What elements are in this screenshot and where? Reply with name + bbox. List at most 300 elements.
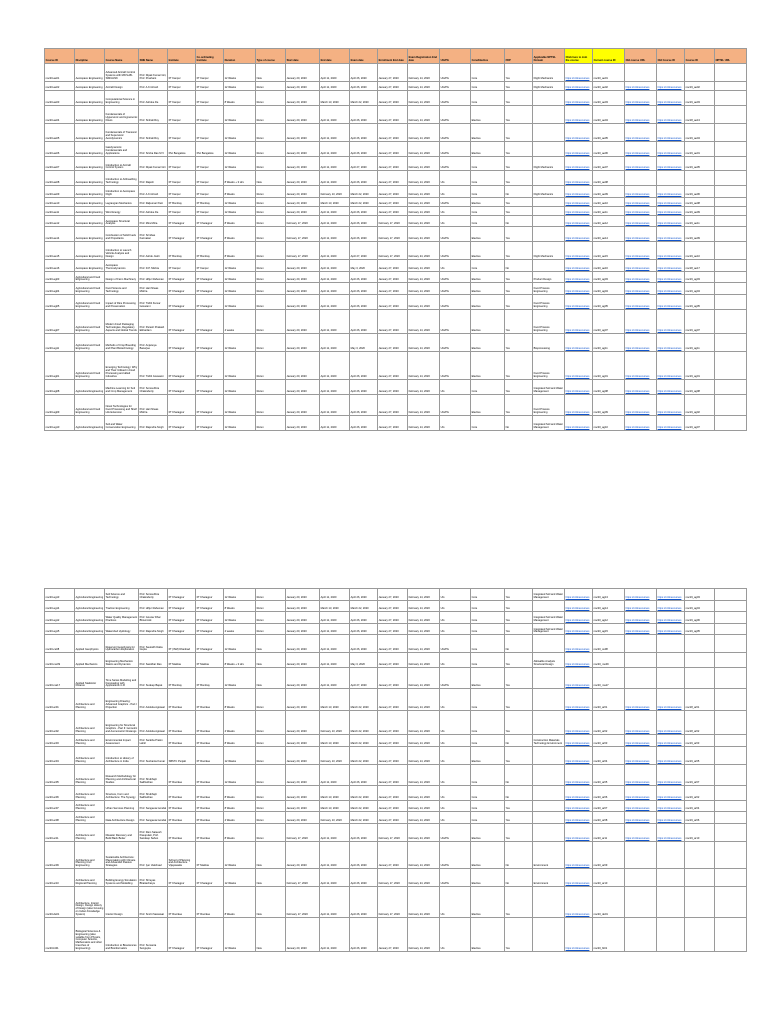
table-cell: Research Methodology for Planning and Architectural Studies xyxy=(105,764,139,785)
table-cell: Core xyxy=(471,260,505,272)
column-header[interactable]: Exam Registration End date xyxy=(408,49,440,64)
course-link[interactable]: https://onlinecourses xyxy=(565,105,593,123)
table-cell: Yes xyxy=(505,156,533,171)
table-cell: Traction Engineering xyxy=(105,600,139,612)
course-link[interactable]: https://onlinecourses xyxy=(657,186,685,198)
table-cell: February 14, 2020 xyxy=(408,156,440,171)
table-cell: IIT Kharagpur xyxy=(196,271,224,283)
course-link[interactable]: https://onlinecourses xyxy=(565,156,593,171)
table-cell xyxy=(685,887,715,918)
course-link[interactable]: https://onlinecourses xyxy=(565,141,593,156)
table-cell: noc19_ag03 xyxy=(685,271,715,283)
table-cell: February 14, 2020 xyxy=(408,812,440,824)
course-link[interactable]: https://onlinecourses xyxy=(625,91,657,106)
column-header[interactable]: Enrollment End date xyxy=(378,49,408,64)
course-link[interactable]: https://onlinecourses xyxy=(625,352,657,380)
table-cell: IIT Kharagpur xyxy=(168,379,196,394)
table-cell: Rerun xyxy=(256,186,286,198)
table-cell: 12 Weeks xyxy=(224,197,256,206)
course-link[interactable]: https://onlinecourses xyxy=(625,689,657,710)
table-cell: Introduction to History of Architecture in India xyxy=(105,746,139,764)
table-cell: UG/PG xyxy=(440,141,471,156)
course-link[interactable]: https://onlinecourses xyxy=(657,623,685,635)
table-cell: UG/PG xyxy=(440,271,471,283)
table-cell: April 11, 2020 xyxy=(320,415,350,430)
table-cell: noc20_ag08 xyxy=(593,379,625,394)
course-link[interactable]: https://onlinecourses xyxy=(625,215,657,227)
table-cell: February 17, 2020 xyxy=(378,887,408,918)
table-cell: IIT (ISM) Dhanbad xyxy=(168,635,196,653)
table-cell: February 24, 2020 xyxy=(408,869,440,887)
table-cell: Water Quality Management Practices xyxy=(105,612,139,624)
course-link[interactable]: https://onlinecourses xyxy=(625,242,657,260)
course-link[interactable]: https://onlinecourses xyxy=(625,612,657,624)
course-link[interactable]: https://onlinecourses xyxy=(657,764,685,785)
table-cell: Prof. Tridib Kumar Goswami xyxy=(139,294,168,309)
table-cell: SBSTC Punjab xyxy=(168,746,196,764)
course-link[interactable]: https://onlinecourses xyxy=(657,379,685,394)
course-link[interactable]: https://onlinecourses xyxy=(657,123,685,141)
course-link[interactable]: https://onlinecourses xyxy=(657,600,685,612)
course-link[interactable]: https://onlinecourses xyxy=(625,82,657,91)
table-row xyxy=(45,105,747,123)
table-cell: IIT Madras xyxy=(196,653,224,668)
table-cell: IIT Kharagpur xyxy=(168,623,196,635)
table-cell xyxy=(685,635,715,653)
course-link[interactable]: https://onlinecourses xyxy=(657,141,685,156)
table-cell: Core xyxy=(471,689,505,710)
table-cell: Product Design xyxy=(533,271,565,283)
table-cell: noc20_ag13 xyxy=(593,589,625,601)
course-link[interactable]: https://onlinecourses xyxy=(625,394,657,415)
table-cell: 12 Weeks xyxy=(224,123,256,141)
course-link[interactable]: https://onlinecourses xyxy=(565,635,593,653)
course-link[interactable]: https://onlinecourses xyxy=(565,379,593,394)
table-cell: April 27, 2020 xyxy=(350,668,378,689)
table-cell: 8 Weeks + 3 Hrs xyxy=(224,653,256,668)
table-cell xyxy=(657,887,685,918)
table-cell xyxy=(715,215,747,227)
table-cell: UG/PG xyxy=(440,394,471,415)
table-cell: IIT Kharagpur xyxy=(196,394,224,415)
table-cell: noc20-ag01 xyxy=(45,352,75,380)
table-cell: February 14, 2020 xyxy=(408,623,440,635)
course-link[interactable]: https://onlinecourses xyxy=(565,689,593,710)
table-cell: Agricultural Engineering xyxy=(75,379,105,394)
table-cell: noc20-ae03 xyxy=(45,91,75,106)
table-cell: Yes xyxy=(505,612,533,624)
course-link[interactable]: https://onlinecourses xyxy=(565,812,593,824)
course-link[interactable]: https://onlinecourses xyxy=(565,823,593,841)
table-cell: IIT Bombay xyxy=(196,242,224,260)
table-cell: 12 Weeks xyxy=(224,379,256,394)
table-cell: Elective xyxy=(471,123,505,141)
table-cell: IIT Kharagpur xyxy=(168,352,196,380)
course-link[interactable]: https://onlinecourses xyxy=(565,294,593,309)
table-cell: IIT Kharagpur xyxy=(196,352,224,380)
course-link[interactable]: https://onlinecourses xyxy=(565,394,593,415)
table-cell: Impact of Rice Processing and Preservation xyxy=(105,294,139,309)
course-link[interactable]: https://onlinecourses xyxy=(565,612,593,624)
table-cell: IIT Kanpur xyxy=(168,82,196,91)
table-cell: noc20_ae15 xyxy=(593,242,625,260)
table-cell: noc19_ae09 xyxy=(685,206,715,215)
course-link[interactable]: https://onlinecourses xyxy=(565,123,593,141)
table-cell: IIT Kharagpur xyxy=(196,309,224,333)
course-link[interactable]: https://onlinecourses xyxy=(625,197,657,206)
course-link[interactable]: https://onlinecourses xyxy=(657,352,685,380)
course-link[interactable]: https://onlinecourses xyxy=(625,260,657,272)
table-cell: January 20, 2020 xyxy=(286,206,320,215)
course-link[interactable]: https://onlinecourses xyxy=(657,334,685,352)
table-cell: January 20, 2020 xyxy=(286,710,320,734)
column-header[interactable]: Old Course ID xyxy=(657,49,685,64)
course-link[interactable]: https://onlinecourses xyxy=(657,734,685,746)
table-cell: February 14, 2020 xyxy=(408,841,440,869)
column-header[interactable]: Applicable NPTEL Domain xyxy=(533,49,565,64)
table-cell: 8 Weeks xyxy=(224,91,256,106)
table-cell: Rerun xyxy=(256,271,286,283)
table-cell: April 11, 2020 xyxy=(320,352,350,380)
course-link[interactable]: https://onlinecourses xyxy=(565,283,593,295)
table-cell: IIT Bombay xyxy=(196,668,224,689)
column-header[interactable]: Course ID xyxy=(685,49,715,64)
table-cell: April 26, 2020 xyxy=(350,123,378,141)
course-link[interactable]: https://onlinecourses xyxy=(565,309,593,333)
table-cell: School of Planning and Architecture Vijayawada xyxy=(168,841,196,869)
column-header[interactable]: Exam date xyxy=(350,49,378,64)
column-header[interactable]: End date xyxy=(320,49,350,64)
table-cell: Aircraft Design xyxy=(105,82,139,91)
course-link[interactable]: https://onlinecourses xyxy=(565,887,593,918)
column-header[interactable]: Course ID xyxy=(45,49,75,64)
course-link[interactable]: https://onlinecourses xyxy=(565,197,593,206)
course-link[interactable]: https://onlinecourses xyxy=(657,785,685,800)
course-link[interactable]: https://onlinecourses xyxy=(657,156,685,171)
table-cell: noc19_ag01 xyxy=(685,352,715,380)
table-cell: 12 Weeks xyxy=(224,841,256,869)
table-cell: noc20_ae07 xyxy=(593,156,625,171)
table-cell: IIT Bombay xyxy=(196,197,224,206)
table-cell xyxy=(657,918,685,952)
table-cell: noc19_ae04 xyxy=(685,123,715,141)
course-link[interactable]: https://onlinecourses xyxy=(657,309,685,333)
course-link[interactable]: https://onlinecourses xyxy=(625,309,657,333)
course-link[interactable]: https://onlinecourses xyxy=(657,415,685,430)
column-header[interactable]: Core/Elective xyxy=(471,49,505,64)
course-link[interactable]: https://onlinecourses xyxy=(657,215,685,227)
table-cell: February 17, 2020 xyxy=(378,823,408,841)
table-cell: noc20-ag08 xyxy=(45,379,75,394)
table-cell: April 11, 2020 xyxy=(320,123,350,141)
course-link[interactable]: https://onlinecourses xyxy=(565,91,593,106)
course-link[interactable]: https://onlinecourses xyxy=(565,334,593,352)
course-link[interactable]: https://onlinecourses xyxy=(625,746,657,764)
table-cell: noc20_ar08 xyxy=(593,812,625,824)
course-link[interactable]: https://onlinecourses xyxy=(657,283,685,295)
table-cell: February 14, 2020 xyxy=(408,689,440,710)
course-link[interactable]: https://onlinecourses xyxy=(657,800,685,812)
table-cell: April 11, 2020 xyxy=(320,206,350,215)
course-link[interactable]: https://onlinecourses xyxy=(625,823,657,841)
table-cell: Core xyxy=(471,589,505,601)
course-link[interactable]: https://onlinecourses xyxy=(657,91,685,106)
table-cell xyxy=(625,653,657,668)
column-header[interactable]: UG/PG xyxy=(440,49,471,64)
course-link[interactable]: https://onlinecourses xyxy=(565,186,593,198)
course-link[interactable]: https://onlinecourses xyxy=(625,283,657,295)
table-cell: February 17, 2020 xyxy=(286,869,320,887)
course-link[interactable]: https://onlinecourses xyxy=(625,186,657,198)
course-link[interactable]: https://onlinecourses xyxy=(565,746,593,764)
course-link[interactable]: https://onlinecourses xyxy=(625,105,657,123)
course-link[interactable]: https://onlinecourses xyxy=(565,227,593,242)
table-cell: Elective xyxy=(471,918,505,952)
table-cell: IIT Kanpur xyxy=(168,260,196,272)
column-header[interactable]: Co-ordinating Institute xyxy=(196,49,224,64)
table-cell: noc18_ar01 xyxy=(685,689,715,710)
table-cell: February 13, 2020 xyxy=(320,746,350,764)
table-cell: January 27, 2020 xyxy=(378,64,408,82)
column-header[interactable]: Course Name xyxy=(105,49,139,64)
table-cell xyxy=(533,668,565,689)
course-link[interactable]: https://onlinecourses xyxy=(625,123,657,141)
table-cell: IIT Kanpur xyxy=(168,156,196,171)
table-cell xyxy=(657,869,685,887)
table-cell: Integrated Soil and Water Management xyxy=(533,623,565,635)
table-cell xyxy=(657,668,685,689)
table-cell: March 13, 2020 xyxy=(320,689,350,710)
table-cell: noc20-ar06 xyxy=(45,785,75,800)
column-header[interactable]: Current course ID xyxy=(593,49,625,64)
course-link[interactable]: https://onlinecourses xyxy=(565,206,593,215)
course-link[interactable]: https://onlinecourses xyxy=(565,764,593,785)
course-link[interactable]: https://onlinecourses xyxy=(625,415,657,430)
table-cell: Architecture and Regional Planning xyxy=(75,869,105,887)
course-link[interactable]: https://onlinecourses xyxy=(565,653,593,668)
table-cell: Building Energy Simulation Systems and Modelling xyxy=(105,869,139,887)
course-link[interactable]: https://onlinecourses xyxy=(657,206,685,215)
table-cell: IIT Roorkee xyxy=(196,734,224,746)
table-cell: UG xyxy=(440,918,471,952)
table-row xyxy=(45,309,747,333)
course-link[interactable]: https://onlinecourses xyxy=(625,589,657,601)
course-link[interactable]: https://onlinecourses xyxy=(565,242,593,260)
course-link[interactable]: https://onlinecourses xyxy=(565,734,593,746)
course-link[interactable]: https://onlinecourses xyxy=(625,206,657,215)
table-cell: March 22, 2020 xyxy=(350,800,378,812)
course-link[interactable]: https://onlinecourses xyxy=(657,294,685,309)
table-cell: April 26, 2020 xyxy=(350,283,378,295)
course-link[interactable]: https://onlinecourses xyxy=(657,271,685,283)
table-cell: January 27, 2020 xyxy=(378,764,408,785)
course-link[interactable]: https://onlinecourses xyxy=(657,260,685,272)
table-cell: Elective xyxy=(471,394,505,415)
table-cell: Rerun xyxy=(256,283,286,295)
table-cell: February 14, 2020 xyxy=(408,334,440,352)
table-cell: Reservoir Geophysics for Hydrocarbon Exploration xyxy=(105,635,139,653)
table-cell: February 14, 2020 xyxy=(408,918,440,952)
course-link[interactable]: https://onlinecourses xyxy=(657,227,685,242)
table-cell: noc20-ce08 xyxy=(45,635,75,653)
table-cell: noc20_ar09 xyxy=(593,841,625,869)
table-cell: Agricultural and Food Engineering xyxy=(75,309,105,333)
column-header[interactable]: Discipline xyxy=(75,49,105,64)
course-link[interactable]: https://onlinecourses xyxy=(625,271,657,283)
table-cell: IIT Kanpur xyxy=(168,123,196,141)
table-row xyxy=(45,352,747,380)
course-link[interactable]: https://onlinecourses xyxy=(565,841,593,869)
course-link[interactable]: https://onlinecourses xyxy=(565,215,593,227)
table-cell: noc20-ae15 xyxy=(45,242,75,260)
course-link[interactable]: https://onlinecourses xyxy=(625,764,657,785)
course-link[interactable]: https://onlinecourses xyxy=(657,242,685,260)
table-cell: Core xyxy=(471,612,505,624)
table-cell: Rerun xyxy=(256,141,286,156)
course-link[interactable]: https://onlinecourses xyxy=(565,668,593,689)
table-cell: Core xyxy=(471,415,505,430)
table-cell xyxy=(625,869,657,887)
table-row xyxy=(45,197,747,206)
column-header[interactable]: Click here to Join the course xyxy=(565,49,593,64)
table-cell xyxy=(715,823,747,841)
course-link[interactable]: https://onlinecourses xyxy=(657,589,685,601)
table-cell: Urban Services Planning xyxy=(105,800,139,812)
table-cell: April 11, 2020 xyxy=(320,394,350,415)
table-cell: April 26, 2020 xyxy=(350,82,378,91)
course-link[interactable]: https://onlinecourses xyxy=(657,105,685,123)
table-cell: Prof. Srisha Rao M V xyxy=(139,141,168,156)
course-link[interactable]: https://onlinecourses xyxy=(565,589,593,601)
course-link[interactable]: https://onlinecourses xyxy=(657,394,685,415)
table-cell: Rerun xyxy=(256,800,286,812)
column-header[interactable]: Duration xyxy=(224,49,256,64)
course-link[interactable]: https://onlinecourses xyxy=(565,710,593,734)
table-cell xyxy=(715,334,747,352)
column-header[interactable]: FDP xyxy=(505,49,533,64)
table-row xyxy=(45,746,747,764)
course-link[interactable]: https://onlinecourses xyxy=(657,746,685,764)
table-cell: noc20_ar10 xyxy=(593,869,625,887)
table-cell: noc20-ae01 xyxy=(45,64,75,82)
table-cell: noc20_ar03 xyxy=(593,734,625,746)
table-row xyxy=(45,82,747,91)
course-link[interactable]: https://onlinecourses xyxy=(565,260,593,272)
course-link[interactable]: https://onlinecourses xyxy=(625,734,657,746)
course-link[interactable]: https://onlinecourses xyxy=(565,352,593,380)
course-link[interactable]: https://onlinecourses xyxy=(625,623,657,635)
column-header[interactable]: SME Name xyxy=(139,49,168,64)
table-cell: February 14, 2020 xyxy=(408,734,440,746)
table-cell: January 20, 2020 xyxy=(286,64,320,82)
course-link[interactable]: https://onlinecourses xyxy=(625,334,657,352)
course-link[interactable]: https://onlinecourses xyxy=(625,812,657,824)
table-cell: April 26, 2020 xyxy=(350,623,378,635)
table-cell: April 11, 2020 xyxy=(320,64,350,82)
course-link[interactable]: https://onlinecourses xyxy=(657,710,685,734)
table-cell: Core xyxy=(471,64,505,82)
course-link[interactable]: https://onlinecourses xyxy=(625,600,657,612)
table-cell: Rerun xyxy=(256,379,286,394)
course-link[interactable]: https://onlinecourses xyxy=(625,156,657,171)
column-header[interactable]: Institute xyxy=(168,49,196,64)
table-cell: noc20-ag10 xyxy=(45,415,75,430)
table-cell: April 26, 2020 xyxy=(350,352,378,380)
table-row xyxy=(45,227,747,242)
table-cell: Core xyxy=(471,82,505,91)
column-header[interactable]: NPTEL URL xyxy=(715,49,747,64)
table-cell: Prof. Sinhali Roy xyxy=(139,105,168,123)
table-cell: March 22, 2020 xyxy=(350,812,378,824)
table-cell: Aerospace Engineering xyxy=(75,141,105,156)
course-link[interactable]: https://onlinecourses xyxy=(625,379,657,394)
course-link[interactable]: https://onlinecourses xyxy=(625,785,657,800)
table-cell: IIT Kharagpur xyxy=(168,227,196,242)
table-cell: UG/PG xyxy=(440,294,471,309)
table-cell: IIT Kharagpur xyxy=(168,294,196,309)
course-link[interactable]: https://onlinecourses xyxy=(657,689,685,710)
course-link[interactable]: https://onlinecourses xyxy=(565,82,593,91)
table-cell: Rerun xyxy=(256,746,286,764)
course-link[interactable]: https://onlinecourses xyxy=(625,800,657,812)
course-link[interactable]: https://onlinecourses xyxy=(565,869,593,887)
table-cell: January 27, 2020 xyxy=(378,689,408,710)
course-link[interactable]: https://onlinecourses xyxy=(625,710,657,734)
course-link[interactable]: https://onlinecourses xyxy=(565,623,593,635)
table-cell: IIT Roorkee xyxy=(196,823,224,841)
course-link[interactable]: https://onlinecourses xyxy=(625,227,657,242)
course-link[interactable]: https://onlinecourses xyxy=(657,197,685,206)
table-cell: Core xyxy=(471,635,505,653)
table-cell: 12 Weeks xyxy=(224,764,256,785)
table-cell: IIT Kharagpur xyxy=(168,309,196,333)
course-link[interactable]: https://onlinecourses xyxy=(657,612,685,624)
course-link[interactable]: https://onlinecourses xyxy=(565,271,593,283)
table-cell xyxy=(533,227,565,242)
table-cell: IIT Kharagpur xyxy=(168,589,196,601)
table-cell: Rerun xyxy=(256,734,286,746)
table-cell xyxy=(715,764,747,785)
course-link[interactable]: https://onlinecourses xyxy=(657,812,685,824)
table-cell: Aerospace Engineering xyxy=(75,227,105,242)
course-link[interactable]: https://onlinecourses xyxy=(565,785,593,800)
table-cell: Aerospace Engineering xyxy=(75,171,105,186)
course-link[interactable]: https://onlinecourses xyxy=(565,800,593,812)
table-cell: 12 Weeks xyxy=(224,352,256,380)
course-link[interactable]: https://onlinecourses xyxy=(565,415,593,430)
table-cell: March 22, 2020 xyxy=(350,746,378,764)
table-cell: 12 Weeks xyxy=(224,589,256,601)
table-cell: 12 Weeks xyxy=(224,64,256,82)
table-cell: UG xyxy=(440,800,471,812)
course-link[interactable]: https://onlinecourses xyxy=(657,823,685,841)
course-link[interactable]: https://onlinecourses xyxy=(565,600,593,612)
table-cell xyxy=(715,123,747,141)
course-link[interactable]: https://onlinecourses xyxy=(565,64,593,82)
table-cell: UG xyxy=(440,653,471,668)
column-header[interactable]: Type of course xyxy=(256,49,286,64)
column-header[interactable]: Old course URL xyxy=(625,49,657,64)
course-link[interactable]: https://onlinecourses xyxy=(657,82,685,91)
column-header[interactable]: Start date xyxy=(286,49,320,64)
table-cell: Yes xyxy=(505,91,533,106)
course-link[interactable]: https://onlinecourses xyxy=(565,918,593,952)
table-cell: UG/PG xyxy=(440,352,471,380)
course-link[interactable]: https://onlinecourses xyxy=(625,141,657,156)
course-link[interactable]: https://onlinecourses xyxy=(625,294,657,309)
table-cell: Prof. Somsubhra Chakraborty xyxy=(139,589,168,601)
course-link[interactable]: https://onlinecourses xyxy=(565,171,593,186)
